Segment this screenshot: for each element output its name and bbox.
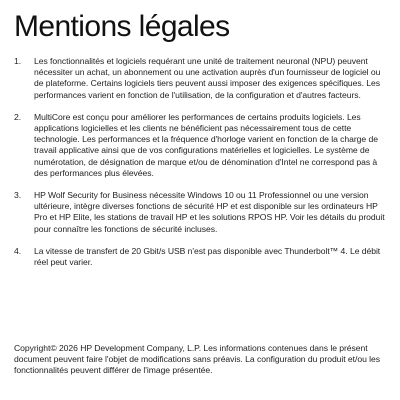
note-text: MultiCore est conçu pour améliorer les performances de certains produits logiciels. Les applications logicielles et les clients ne bénéficient pas nécessairement tous de cette technologie. Les performances et la fréquence d'horloge varient en fonction de la charge de travail applicative ainsi que de vos configurations matérielles et logicielles. Le système de numérotation, de désignation de marque et/ou de dénomination d'Intel ne correspond pas à des performances plus élevées. [34, 111, 378, 178]
legal-note [14, 190, 386, 235]
note-number: 1. [14, 56, 22, 66]
note-text: La vitesse de transfert de 20 Gbit/s USB n'est pas disponible avec Thunderbolt™ 4. Le débit réel peut varier. [34, 245, 381, 268]
page-title: Mentions légales [14, 10, 230, 43]
note-number: 2. [14, 111, 22, 122]
legal-note [14, 56, 386, 101]
note-text: HP Wolf Security for Business nécessite Windows 10 ou 11 Professionnel ou une version ultérieure, intègre diverses fonctions de sécurité HP et est disponible sur les ordinateurs HP Pro et HP Elite, les stations de travail HP et les solutions RPOS HP. Voir les détails du produit pour connaître les fonctions de sécurité incluses. [34, 190, 385, 234]
note-number: 3. [14, 190, 22, 201]
legal-notes-list [14, 56, 386, 279]
copyright-notice: Copyright© 2026 HP Development Company, L.P. Les informations contenues dans le présent document peuvent faire l'objet de modifications sans préavis. La configuration du produit et/ou les fonctionnalités peuvent différer de l'image présentée. [14, 343, 380, 376]
legal-note [14, 112, 386, 179]
note-text: Les fonctionnalités et logiciels requérant une unité de traitement neuronal (NPU) peuvent nécessiter un achat, un abonnement ou une activation auprès d'un fournisseur de logiciel ou de plateforme. Certains logiciels tiers peuvent aussi imposer des exigences spécifiques. Les performances varient en fonction de l'utilisation, de la configuration et d'autres facteurs. [34, 56, 381, 100]
legal-note [14, 246, 386, 268]
note-number: 4. [14, 245, 22, 256]
